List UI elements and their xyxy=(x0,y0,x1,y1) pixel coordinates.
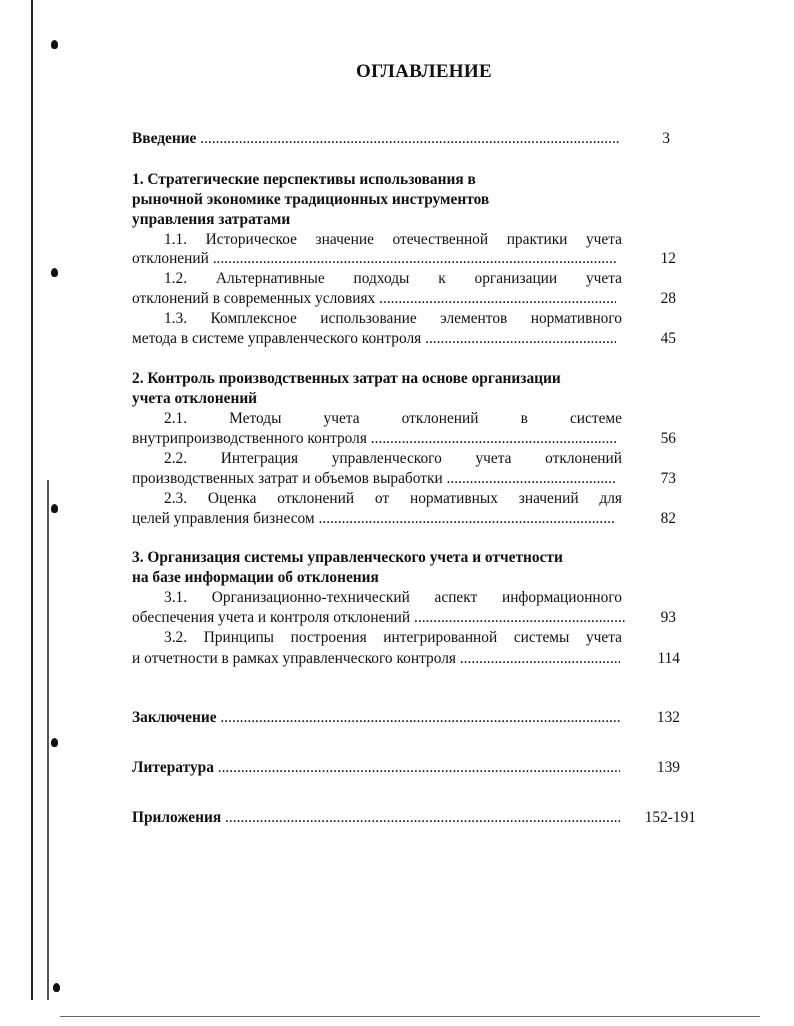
toc-entry-conclusion-page: 132 xyxy=(656,709,680,726)
section-2-3-title-cont: целей управления бизнесом ..... xyxy=(132,509,616,529)
chapter-1-heading-line: рыночной экономике традиционных инструментов xyxy=(132,191,490,208)
chapter-3-heading-line: на базе информации об отклонения xyxy=(132,569,379,586)
section-3-2-page: 114 xyxy=(657,650,680,667)
chapter-3-heading-line: 3. Организация системы управленческого учета и отчетности xyxy=(132,549,563,566)
section-2-1-page: 56 xyxy=(660,430,676,447)
toc-entry-intro-label: Введение ..... xyxy=(132,129,620,149)
toc-entry-appendix-page: 152-191 xyxy=(644,809,696,826)
section-1-2-title: 1.2. Альтернативные подходы к организации учета xyxy=(164,270,622,287)
section-1-1-page: 12 xyxy=(660,250,676,267)
section-2-2-title-cont: производственных затрат и объемов выработки ..... xyxy=(132,469,616,489)
chapter-2-heading-line: учета отклонений xyxy=(132,390,258,407)
chapter-2-heading-line: 2. Контроль производственных затрат на основе организации xyxy=(132,370,561,387)
chapter-1-heading-line: управления затратами xyxy=(132,211,291,228)
section-1-3-title-cont: метода в системе управленческого контроля ..... xyxy=(132,329,616,349)
section-3-1-title: 3.1. Организационно-технический аспект информационного xyxy=(164,589,622,606)
section-1-1-title: 1.1. Историческое значение отечественной практики учета xyxy=(164,231,622,248)
section-2-1-title-cont: внутрипроизводственного контроля ..... xyxy=(132,429,616,449)
section-1-3-page: 45 xyxy=(660,330,676,347)
section-3-1-title-cont: обеспечения учета и контроля отклонений ..... xyxy=(132,608,626,628)
toc-entry-literature-page: 139 xyxy=(656,759,680,776)
toc-entry-appendix-label: Приложения ..... xyxy=(132,808,620,828)
section-1-3-title: 1.3. Комплексное использование элементов нормативного xyxy=(164,310,622,327)
section-2-3-title: 2.3. Оценка отклонений от нормативных значений для xyxy=(164,490,622,507)
page-title: ОГЛАВЛЕНИЕ xyxy=(356,61,492,82)
section-2-3-page: 82 xyxy=(660,510,676,527)
section-2-2-page: 73 xyxy=(660,470,676,487)
section-3-2-title: 3.2. Принципы построения интегрированной системы учета xyxy=(164,629,622,646)
toc-entry-literature-label: Литература ..... xyxy=(132,758,620,778)
section-1-1-title-cont: отклонений ..... xyxy=(132,249,616,269)
section-3-1-page: 93 xyxy=(660,609,676,626)
section-1-2-title-cont: отклонений в современных условиях ..... xyxy=(132,289,616,309)
chapter-1-heading-line: 1. Стратегические перспективы использования в xyxy=(132,171,476,188)
section-2-2-title: 2.2. Интеграция управленческого учета отклонений xyxy=(164,450,622,467)
section-1-2-page: 28 xyxy=(660,290,676,307)
toc-entry-intro-page: 3 xyxy=(662,130,670,147)
section-2-1-title: 2.1. Методы учета отклонений в системе xyxy=(164,410,622,427)
toc-entry-conclusion-label: Заключение ..... xyxy=(132,708,620,728)
section-3-2-title-cont: и отчетности в рамках управленческого контроля ..... xyxy=(132,649,620,669)
